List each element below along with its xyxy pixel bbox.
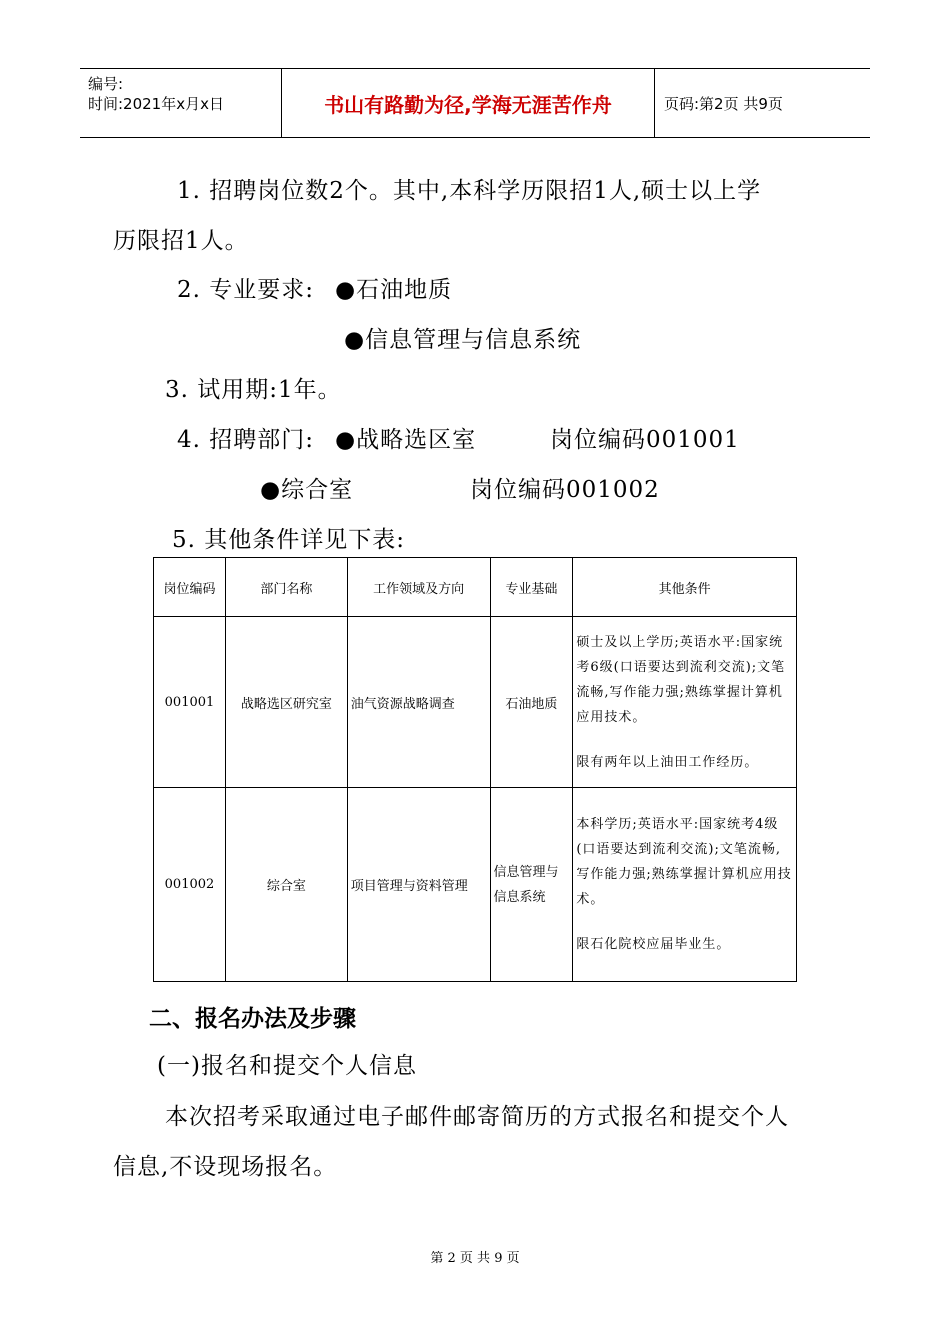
other-conditions-cell [573,788,797,982]
item-4-dept-1: ●战略选区室 [335,427,477,453]
other-conditions-text: 硕士及以上学历;英语水平:国家统考6级(口语要达到流利交流);文笔流畅,写作能力强;熟练掌握计算机应用技术。 [576,634,786,725]
table-row [154,617,797,788]
major-cell: 信息管理与信息系统 [490,788,573,982]
department-cell: 战略选区研究室 [225,617,347,788]
other-conditions-text: 本科学历;英语水平:国家统考4级(口语要达到流利交流);文笔流畅,写作能力强;熟练掌握计算机应用技术。 [576,817,792,907]
major-cell: 石油地质 [490,617,573,788]
other-conditions-note: 限石化院校应届毕业生。 [576,937,731,952]
doc-number-label: 编号: [88,75,124,93]
section-2-paragraph-line-1: 本次招考采取通过电子邮件邮寄简历的方式报名和提交个人 [165,1104,789,1130]
conditions-table [153,557,797,982]
item-2-major-1: ●石油地质 [335,277,453,303]
doc-time-label: 时间:2021年x月x日 [88,95,224,113]
header-motto: 书山有路勤为径,学海无涯苦作舟 [282,69,655,137]
item-2-label: 2. 专业要求: [177,277,315,303]
table-header-cell: 岗位编码 [154,558,226,617]
header-meta [80,69,282,137]
table-header-row [154,558,797,617]
page-header [80,68,870,138]
section-2-title: 二、报名办法及步骤 [149,1006,356,1032]
item-4-label: 4. 招聘部门: [177,427,315,453]
field-cell: 油气资源战略调查 [347,617,490,788]
position-code-cell: 001001 [154,617,226,788]
position-code-cell: 001002 [154,788,226,982]
table-header-cell: 部门名称 [225,558,347,617]
header-page-label: 页码:第2页 共9页 [664,94,783,113]
item-4-code-2: 岗位编码001002 [470,477,660,503]
section-2-paragraph-line-2: 信息,不设现场报名。 [113,1154,338,1180]
item-4-dept-2: ●综合室 [260,477,354,503]
table-header-cell: 工作领域及方向 [347,558,490,617]
item-3: 3. 试用期:1年。 [165,377,342,403]
page-footer: 第 2 页 共 9 页 [430,1251,520,1266]
table-row [154,788,797,982]
item-2-major-2: ●信息管理与信息系统 [344,327,582,353]
table-header-cell: 其他条件 [573,558,797,617]
other-conditions-note: 限有两年以上油田工作经历。 [576,754,759,770]
item-4-code-1: 岗位编码001001 [550,427,740,453]
field-cell: 项目管理与资料管理 [347,788,490,982]
other-conditions-cell [573,617,797,788]
item-1-line-2: 历限招1人。 [113,228,249,254]
table-header-cell: 专业基础 [490,558,573,617]
item-1-line-1: 1. 招聘岗位数2个。其中,本科学历限招1人,硕士以上学 [177,178,762,204]
item-5: 5. 其他条件详见下表: [172,527,406,553]
department-cell: 综合室 [225,788,347,982]
section-2-subheading: (一)报名和提交个人信息 [157,1053,417,1079]
